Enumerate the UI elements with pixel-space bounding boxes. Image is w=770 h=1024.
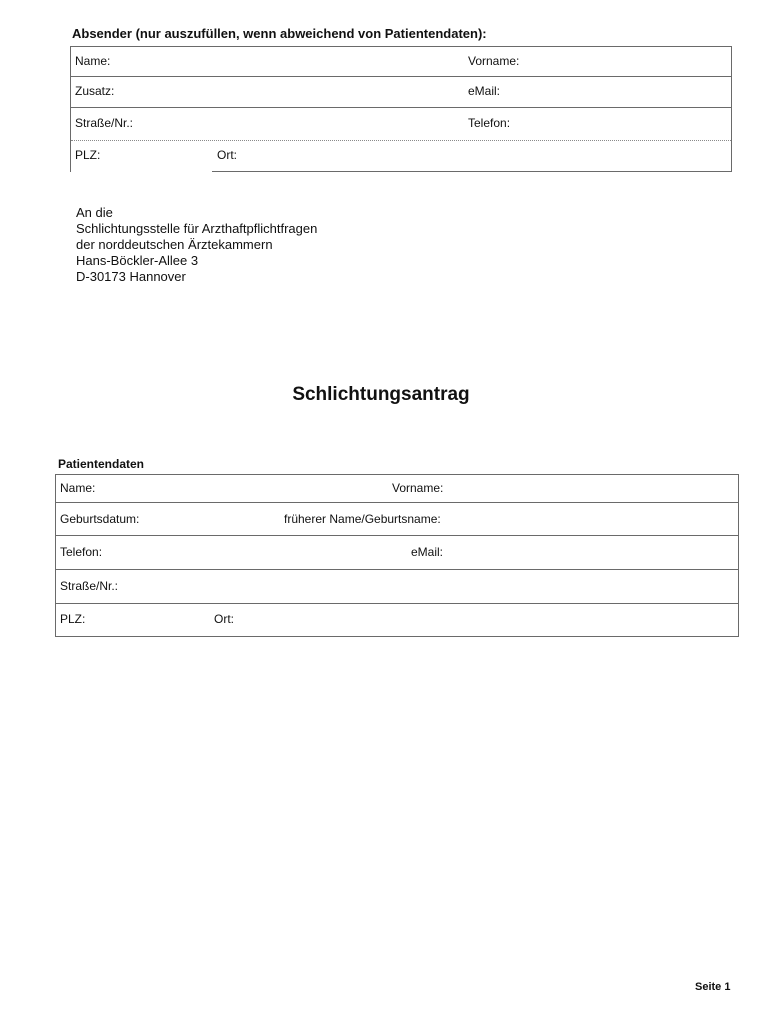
patient-row-strasse	[56, 570, 738, 604]
patient-email-label: eMail:	[411, 545, 444, 559]
patient-name-input[interactable]	[100, 476, 380, 501]
patient-row-telefon	[56, 536, 738, 570]
sender-row-zusatz	[71, 77, 731, 108]
address-line: Schlichtungsstelle für Arzthaftpflichtfragen	[76, 221, 318, 236]
patient-plz-label: PLZ:	[60, 612, 86, 626]
address-line: der norddeutschen Ärztekammern	[76, 237, 273, 252]
sender-heading: Absender (nur auszufüllen, wenn abweichend von Patientendaten):	[72, 26, 487, 41]
recipient-address	[76, 205, 317, 285]
sender-telefon-input[interactable]	[521, 109, 727, 138]
patient-frueherer-name-label: früherer Name/Geburtsname:	[284, 512, 441, 526]
patient-geburtsdatum-input[interactable]	[148, 504, 278, 534]
sender-ort-input[interactable]	[243, 141, 723, 170]
patient-heading: Patientendaten	[58, 457, 145, 471]
patient-geburtsdatum-label: Geburtsdatum:	[60, 512, 140, 526]
sender-name-input[interactable]	[115, 48, 455, 75]
address-line: D-30173 Hannover	[76, 269, 186, 284]
sender-vorname-input[interactable]	[527, 48, 727, 75]
page-title: Schlichtungsantrag	[292, 384, 470, 405]
patient-ort-input[interactable]	[240, 605, 730, 635]
sender-box-bottom-mask	[71, 171, 212, 172]
patient-form	[55, 474, 739, 637]
patient-plz-input[interactable]	[90, 605, 200, 635]
patient-email-input[interactable]	[454, 537, 730, 568]
sender-telefon-label: Telefon:	[468, 116, 511, 130]
page-number: Seite 1	[695, 981, 731, 993]
patient-row-plz	[56, 604, 738, 636]
sender-strasse-input[interactable]	[141, 109, 461, 138]
patient-ort-label: Ort:	[214, 612, 234, 626]
patient-telefon-input[interactable]	[112, 537, 392, 568]
patient-telefon-label: Telefon:	[60, 545, 103, 559]
sender-form	[70, 46, 732, 172]
patient-name-label: Name:	[60, 481, 96, 495]
patient-row-name	[56, 475, 738, 503]
patient-vorname-label: Vorname:	[392, 481, 444, 495]
sender-ort-label: Ort:	[217, 148, 237, 162]
patient-row-geburtsdatum	[56, 503, 738, 536]
patient-strasse-input[interactable]	[126, 571, 726, 602]
patient-vorname-input[interactable]	[451, 476, 731, 501]
sender-plz-label: PLZ:	[75, 148, 101, 162]
patient-strasse-label: Straße/Nr.:	[60, 579, 119, 593]
sender-row-name	[71, 47, 731, 77]
sender-email-input[interactable]	[511, 78, 727, 106]
sender-zusatz-label: Zusatz:	[75, 84, 115, 98]
sender-plz-input[interactable]	[105, 141, 205, 170]
address-line: An die	[76, 205, 113, 220]
sender-vorname-label: Vorname:	[468, 54, 520, 68]
patient-frueherer-name-input[interactable]	[450, 504, 730, 534]
sender-zusatz-input[interactable]	[121, 78, 461, 106]
sender-row-strasse	[71, 108, 731, 139]
sender-email-label: eMail:	[468, 84, 501, 98]
sender-row-plz	[71, 140, 731, 171]
sender-strasse-label: Straße/Nr.:	[75, 116, 134, 130]
address-line: Hans-Böckler-Allee 3	[76, 253, 199, 268]
sender-name-label: Name:	[75, 54, 111, 68]
